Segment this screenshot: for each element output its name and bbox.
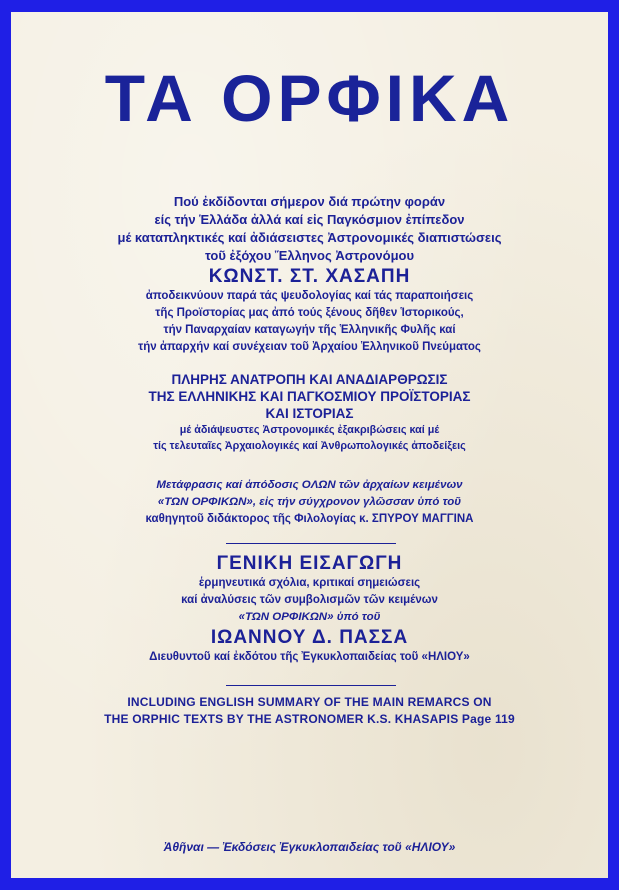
introduction-line: «ΤΩΝ ΟΡΦΙΚΩΝ» ὑπό τοῦ [238,611,381,623]
section-heading-line: ΠΛΗΡΗΣ ΑΝΑΤΡΟΠΗ ΚΑΙ ΑΝΑΔΙΑΡΘΡΩΣΙΣ [171,372,448,387]
divider [226,685,396,686]
book-title: ΤΑ ΟΡΦΙΚΑ [104,61,515,135]
editor-name: ΙΩΑΝΝΟΥ Δ. ΠΑΣΣΑ [210,627,409,648]
intro-line: τῆς Προϊστορίας μας ἀπό τούς ξένους δῆθεν Ἱστορικούς, [155,307,464,319]
translation-line: Μετάφρασις καί ἀπόδοσις ΟΛΩΝ τῶν ἀρχαίων κειμένων [156,479,463,491]
section-translation [11,477,608,528]
english-summary [11,694,608,728]
publisher-footer [11,840,608,854]
translation-line: «ΤΩΝ ΟΡΦΙΚΩΝ», εἰς τήν σύγχρονον γλῶσσαν ὑπό τοῦ [157,496,462,508]
english-line: THE ORPHIC TEXTS BY THE ASTRONOMER K.S. KHASAPIS Page 119 [104,712,515,726]
section-line: τίς τελευταῖες Ἀρχαιολογικές καί Ἀνθρωπολογικές ἀποδείξεις [153,440,466,452]
section-revision [11,371,608,454]
intro-line: τοῦ ἐξόχου Ἕλληνος Ἀστρονόμου [204,248,415,263]
intro-line: είς τήν Ἑλλάδα ἀλλά καί εἰς Παγκόσμιον ἐπίπεδον [154,212,465,227]
publisher-line: Ἀθῆναι — Ἐκδόσεις Ἐγκυκλοπαιδείας τοῦ «ΗΛΙΟΥ» [163,840,456,854]
section-heading-line: ΚΑΙ ΙΣΤΟΡΙΑΣ [265,406,354,421]
translation-line: καθηγητοῦ διδάκτορος τῆς Φιλολογίας κ. ΣΠΥΡΟΥ ΜΑΓΓΙΝΑ [145,513,474,525]
section-line: μέ ἀδιάψευστες Ἀστρονομικές ἐξακριβώσεις καί μέ [179,424,440,436]
section-introduction [11,552,608,666]
section-heading-line: ΤΗΣ ΕΛΛΗΝΙΚΗΣ ΚΑΙ ΠΑΓΚΟΣΜΙΟΥ ΠΡΟΪΣΤΟΡΙΑΣ [148,389,471,404]
intro-line: ἀποδεικνύουν παρά τάς ψευδολογίας καί τάς παραποιήσεις [145,290,474,302]
book-page [11,12,608,878]
intro-line: μέ καταπληκτικές καί ἀδιάσειστες Ἀστρονομικές διαπιστώσεις [117,230,502,245]
intro-line: τήν Παναρχαίαν καταγωγήν τῆς Ἑλληνικῆς Φυλῆς καί [163,324,456,336]
divider [226,543,396,544]
intro-line: Πού ἐκδίδονται σήμερον διά πρώτην φοράν [173,194,446,209]
introduction-line: καί ἀναλύσεις τῶν συμβολισμῶν τῶν κειμένων [181,594,438,606]
intro-block [11,193,608,356]
introduction-line: ἑρμηνευτικά σχόλια, κριτικαί σημειώσεις [198,577,421,589]
astronomer-name: ΚΩΝΣΤ. ΣΤ. ΧΑΣΑΠΗ [208,266,411,287]
editor-role: Διευθυντοῦ καί ἐκδότου τῆς Ἐγκυκλοπαιδείας τοῦ «ΗΛΙΟΥ» [149,651,470,663]
english-line: INCLUDING ENGLISH SUMMARY OF THE MAIN REMARCS ON [127,695,492,709]
introduction-heading: ΓΕΝΙΚΗ ΕΙΣΑΓΩΓΗ [216,553,403,574]
intro-line: τήν ἀπαρχήν καί συνέχειαν τοῦ Ἀρχαίου Ἑλληνικοῦ Πνεύματος [138,341,481,353]
